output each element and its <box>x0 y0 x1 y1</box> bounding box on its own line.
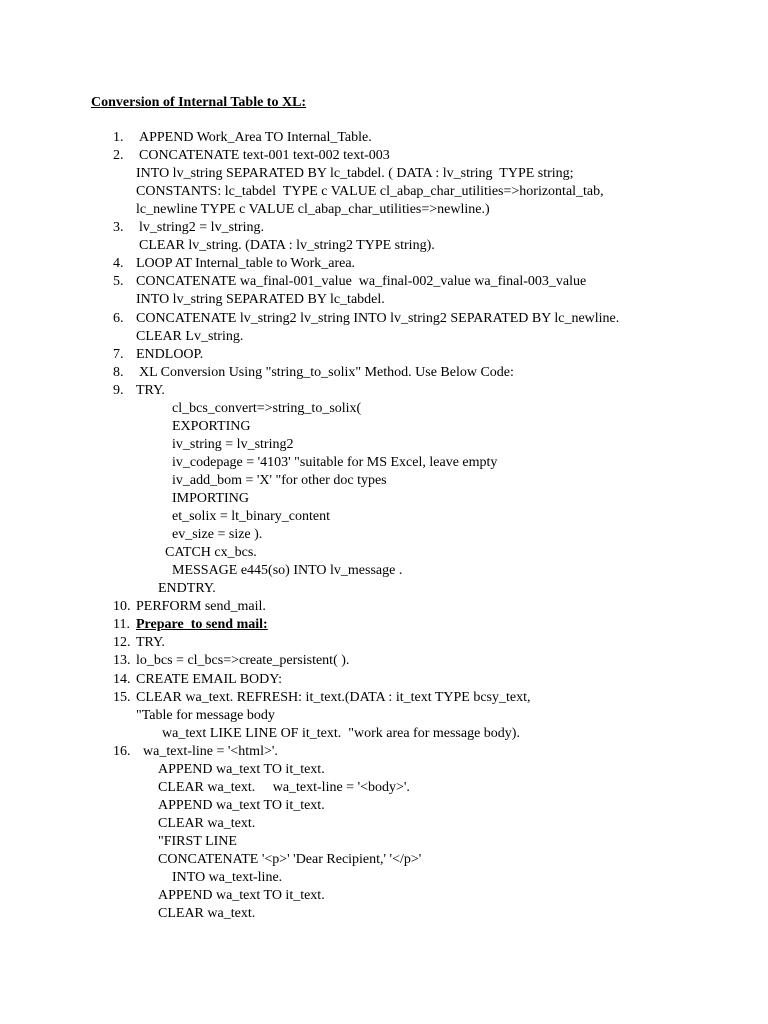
step-number: 15. <box>113 689 131 705</box>
code-text: CREATE EMAIL BODY: <box>136 671 282 687</box>
step-number: 1. <box>113 130 124 145</box>
code-text: cl_bcs_convert=>string_to_solix( <box>172 400 362 416</box>
code-text: CATCH cx_bcs. <box>165 545 257 561</box>
code-text: lo_bcs = cl_bcs=>create_persistent( ). <box>136 653 350 669</box>
document-title: Conversion of Internal Table to XL: <box>91 95 307 110</box>
code-text: "Table for message body <box>136 707 275 723</box>
code-text: "FIRST LINE <box>158 833 237 849</box>
code-text: lc_newline TYPE c VALUE cl_abap_char_utilities=>newline.) <box>136 202 490 218</box>
code-text: wa_text LIKE LINE OF it_text. "work area for message body). <box>162 725 520 741</box>
code-text: lv_string2 = lv_string. <box>139 220 264 236</box>
code-text: APPEND wa_text TO it_text. <box>158 797 325 813</box>
step-number: 10. <box>113 599 131 615</box>
step-number: 13. <box>113 653 131 669</box>
code-text: ENDTRY. <box>158 581 216 597</box>
code-text: APPEND wa_text TO it_text. <box>158 888 325 904</box>
code-text: iv_string = lv_string2 <box>172 436 294 452</box>
code-text: ENDLOOP. <box>136 346 204 362</box>
code-text: CONCATENATE '<p>' 'Dear Recipient,' '</p>' <box>158 852 422 867</box>
step-number: 2. <box>113 148 124 164</box>
code-text: iv_add_bom = 'X' "for other doc types <box>172 472 387 488</box>
code-text: INTO lv_string SEPARATED BY lc_tabdel. <box>136 292 385 308</box>
code-text: CLEAR wa_text. wa_text-line = '<body>'. <box>158 779 410 795</box>
step-number: 4. <box>113 256 124 272</box>
code-text: PERFORM send_mail. <box>136 599 266 615</box>
step-number: 16. <box>113 743 131 759</box>
code-text: ev_size = size ). <box>172 527 263 543</box>
code-text: APPEND wa_text TO it_text. <box>158 761 325 777</box>
code-text: iv_codepage = '4103' "suitable for MS Excel, leave empty <box>172 454 498 470</box>
code-text: TRY. <box>136 635 165 651</box>
step-number: 9. <box>113 382 124 398</box>
code-text: CLEAR wa_text. <box>158 906 256 922</box>
step-number: 8. <box>113 364 124 380</box>
code-text: MESSAGE e445(so) INTO lv_message . <box>172 563 403 579</box>
code-text: CONSTANTS: lc_tabdel TYPE c VALUE cl_abap_char_utilities=>horizontal_tab, <box>136 184 604 200</box>
step-number: 6. <box>113 310 124 326</box>
step-number: 3. <box>113 220 124 236</box>
code-text: INTO wa_text-line. <box>172 870 283 886</box>
code-text: et_solix = lt_binary_content <box>172 509 330 525</box>
step-number: 5. <box>113 274 124 290</box>
code-text: CLEAR Lv_string. <box>136 328 244 344</box>
code-text: CONCATENATE lv_string2 lv_string INTO lv_string2 SEPARATED BY lc_newline. <box>136 310 620 326</box>
code-text: INTO lv_string SEPARATED BY lc_tabdel. ( DATA : lv_string TYPE string; <box>136 166 574 182</box>
code-text: APPEND Work_Area TO Internal_Table. <box>139 130 372 145</box>
code-text: Prepare to send mail: <box>136 617 268 633</box>
step-number: 11. <box>113 617 130 633</box>
code-text: CONCATENATE text-001 text-002 text-003 <box>139 148 390 164</box>
code-text: EXPORTING <box>172 418 251 434</box>
code-text: LOOP AT Internal_table to Work_area. <box>136 256 356 272</box>
code-text: CLEAR lv_string. (DATA : lv_string2 TYPE string). <box>139 238 435 254</box>
code-text: CLEAR wa_text. REFRESH: it_text.(DATA : it_text TYPE bcsy_text, <box>136 689 531 705</box>
step-number: 14. <box>113 671 131 687</box>
code-text: wa_text-line = '<html>'. <box>143 743 278 759</box>
code-text: CONCATENATE wa_final-001_value wa_final-002_value wa_final-003_value <box>136 274 587 290</box>
code-text: CLEAR wa_text. <box>158 815 256 831</box>
code-text: XL Conversion Using "string_to_solix" Method. Use Below Code: <box>139 364 514 380</box>
code-text: IMPORTING <box>172 491 249 506</box>
step-number: 7. <box>113 346 124 362</box>
step-number: 12. <box>113 635 131 651</box>
code-text: TRY. <box>136 382 165 398</box>
